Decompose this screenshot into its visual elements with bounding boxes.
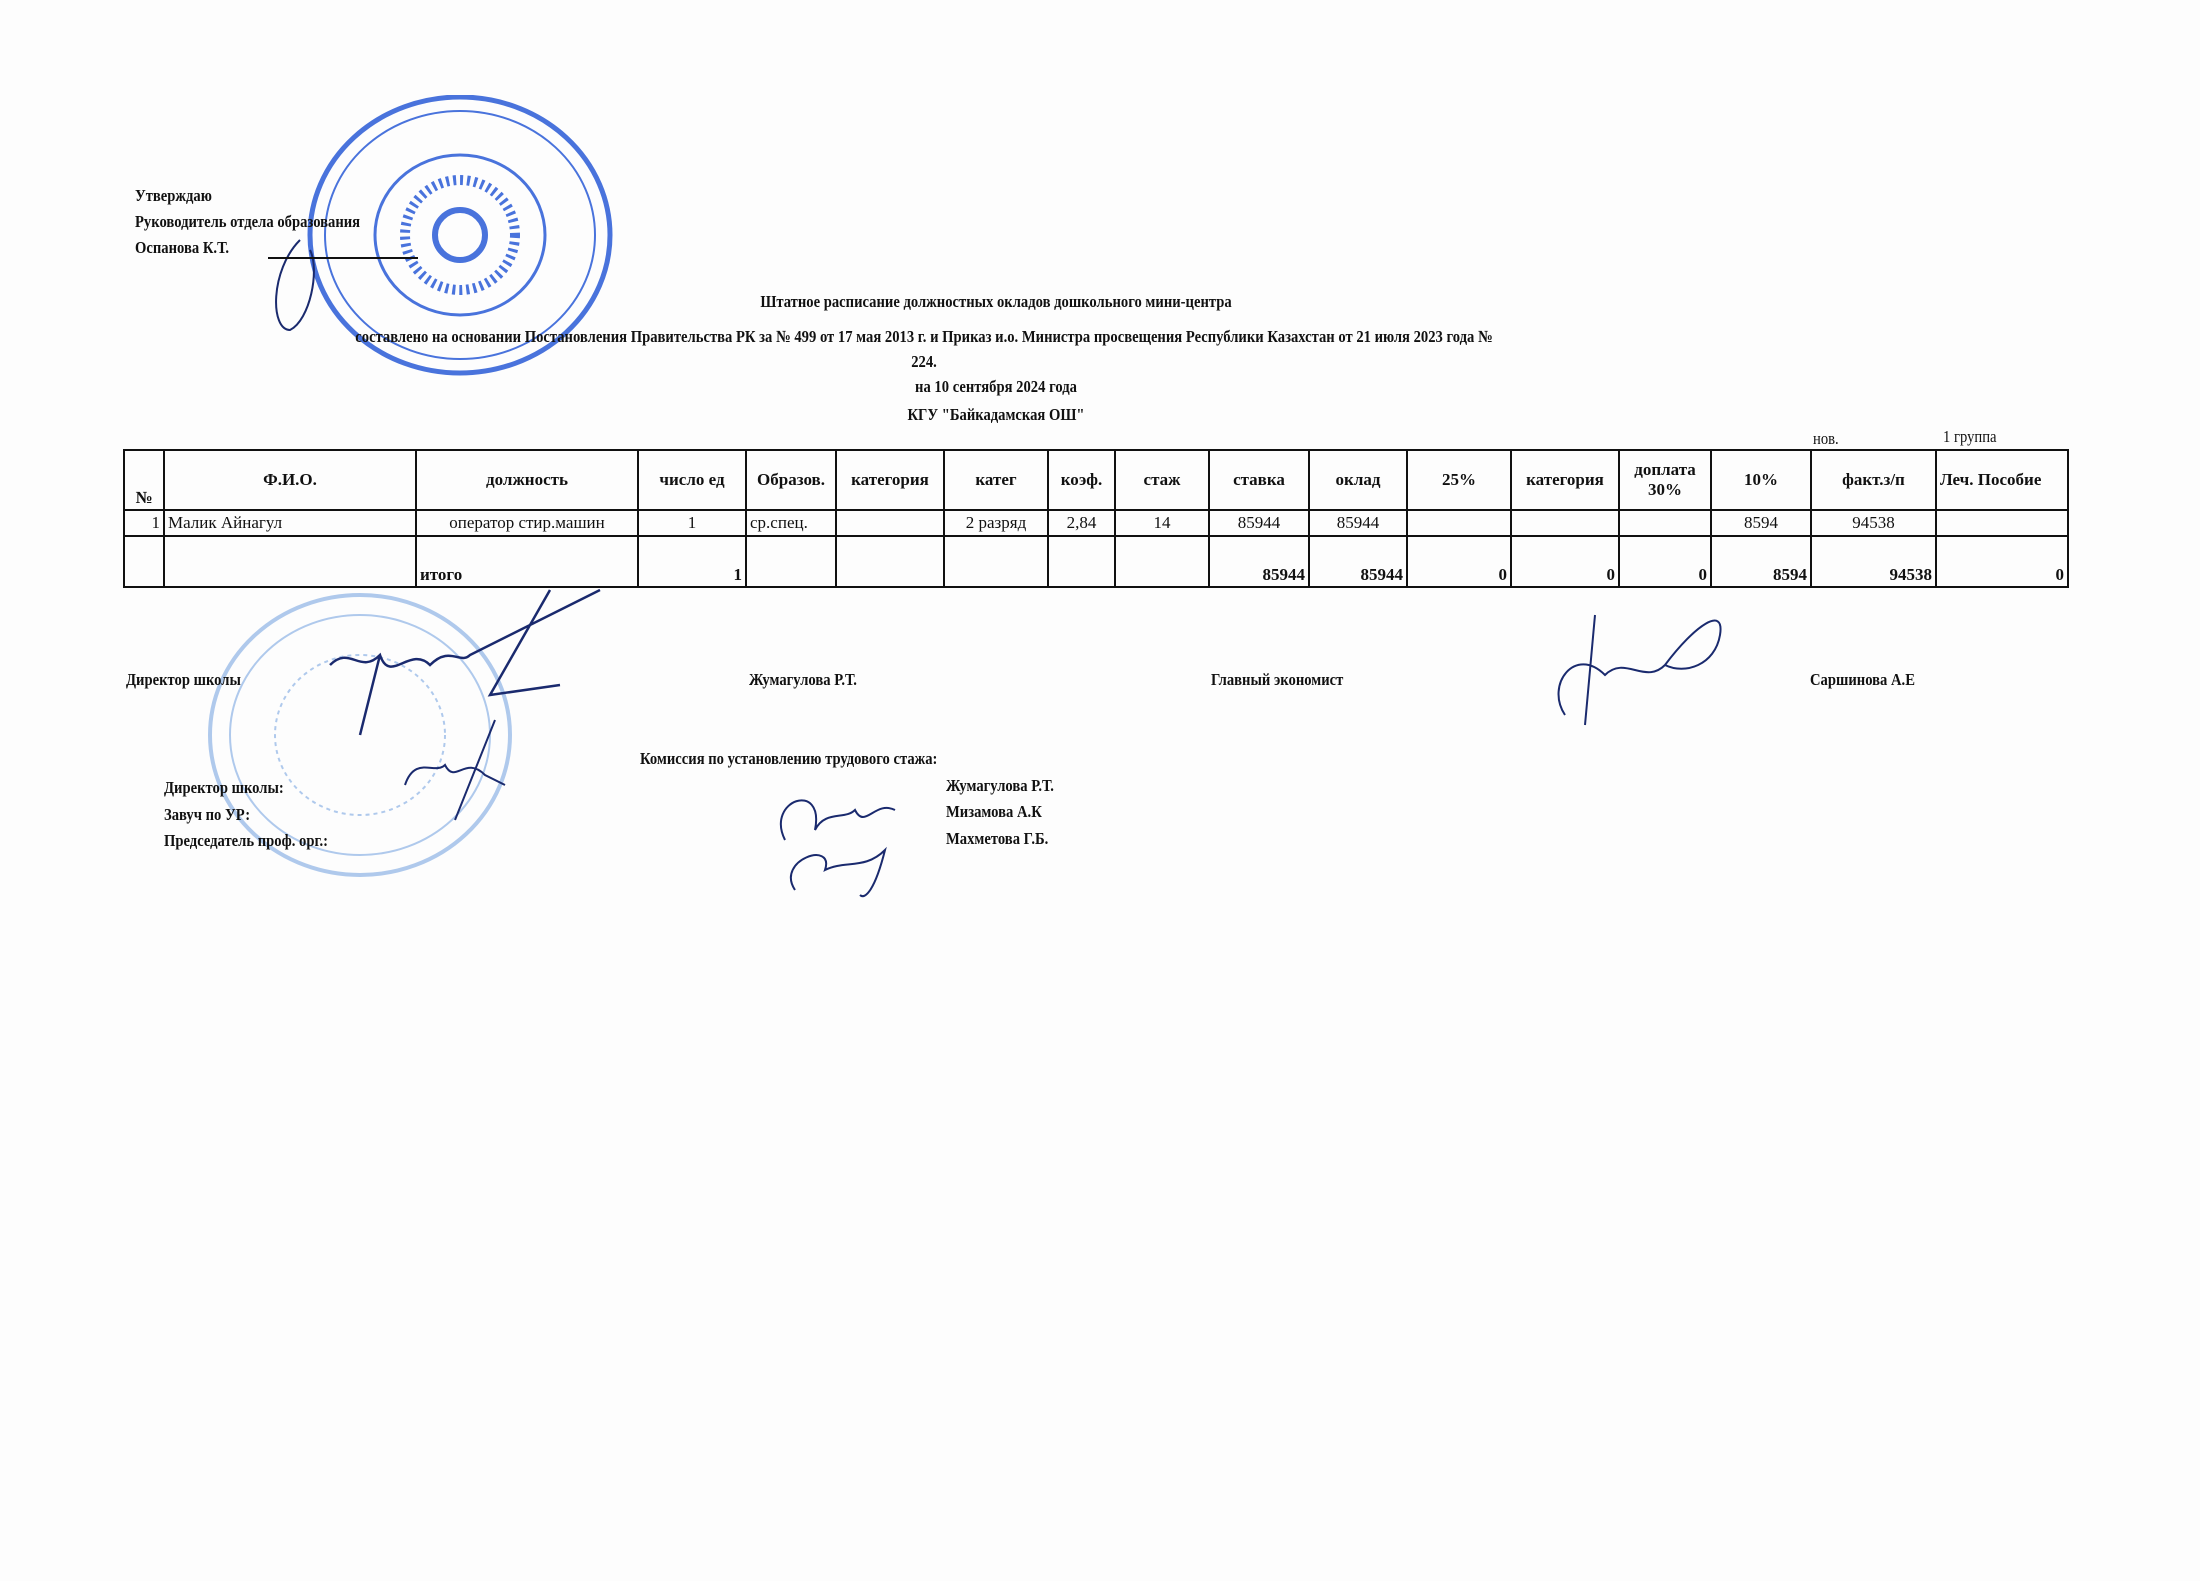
commission-role: Завуч по УР: (164, 805, 251, 824)
table-total-cell: 85944 (1309, 536, 1407, 587)
table-total-cell: 1 (638, 536, 746, 587)
basis-line: составлено на основании Постановления Правительства РК за № 499 от 17 мая 2013 г. и Приказ и.о. Министра просвещения Республики Казахстан от 21 июля 2023 года № (355, 327, 1493, 346)
table-cell: 85944 (1309, 510, 1407, 536)
table-total-cell: 8594 (1711, 536, 1811, 587)
approval-signature (270, 230, 390, 340)
table-total-cell: 0 (1936, 536, 2068, 587)
table-cell: 2,84 (1048, 510, 1115, 536)
document-date: на 10 сентября 2024 года (915, 377, 1077, 396)
economist-name: Саршинова А.Е (1810, 670, 1915, 689)
table-cell: 94538 (1811, 510, 1936, 536)
table-row (124, 510, 2068, 536)
column-header: число ед (638, 450, 746, 510)
table-cell (1407, 510, 1511, 536)
column-header: должность (416, 450, 638, 510)
column-header: катег (944, 450, 1048, 510)
table-cell: ср.спец. (746, 510, 836, 536)
table-cell: оператор стир.машин (416, 510, 638, 536)
column-header: оклад (1309, 450, 1407, 510)
table-total-cell (164, 536, 416, 587)
commission-signature (765, 780, 945, 900)
table-cell (1619, 510, 1711, 536)
director-label: Директор школы (126, 670, 241, 689)
director-signature-small (395, 715, 525, 825)
column-header: ставка (1209, 450, 1309, 510)
table-total-cell: 0 (1511, 536, 1619, 587)
document-title: Штатное расписание должностных окладов дошкольного мини-центра (760, 292, 1232, 311)
table-cell: 2 разряд (944, 510, 1048, 536)
table-header (124, 450, 2068, 510)
table-total-cell (746, 536, 836, 587)
column-header: № (124, 450, 164, 510)
table-cell (836, 510, 944, 536)
table-total-row (124, 536, 2068, 587)
economist-label: Главный экономист (1211, 670, 1344, 689)
column-header: доплата 30% (1619, 450, 1711, 510)
approval-name: Оспанова К.Т. (135, 238, 230, 257)
table-total-cell: 85944 (1209, 536, 1309, 587)
table-cell: 1 (638, 510, 746, 536)
table-cell: 14 (1115, 510, 1209, 536)
commission-title: Комиссия по установлению трудового стажа: (640, 749, 938, 768)
column-header: Образов. (746, 450, 836, 510)
commission-member: Жумагулова Р.Т. (946, 776, 1054, 795)
table-total-cell (1048, 536, 1115, 587)
column-header: Ф.И.О. (164, 450, 416, 510)
table-cell (1936, 510, 2068, 536)
approval-label: Утверждаю (135, 186, 212, 205)
table-cell: 8594 (1711, 510, 1811, 536)
note-left: нов. (1813, 429, 1839, 448)
approval-position: Руководитель отдела образования (135, 212, 361, 231)
table-total-cell: 0 (1407, 536, 1511, 587)
approval-signature-line (268, 257, 418, 259)
column-header: стаж (1115, 450, 1209, 510)
column-header: 10% (1711, 450, 1811, 510)
column-header: Леч. Пособие (1936, 450, 2068, 510)
table-total-cell (124, 536, 164, 587)
column-header: категория (1511, 450, 1619, 510)
commission-member: Мизамова А.К (946, 802, 1042, 821)
table-total-cell (836, 536, 944, 587)
note-group: 1 группа (1943, 427, 1997, 446)
table-cell: 1 (124, 510, 164, 536)
column-header: категория (836, 450, 944, 510)
table-total-cell: итого (416, 536, 638, 587)
commission-role: Председатель проф. орг.: (164, 831, 328, 850)
staff-table (123, 449, 2069, 588)
table-cell (1511, 510, 1619, 536)
table-total-cell: 0 (1619, 536, 1711, 587)
economist-signature (1545, 605, 1745, 735)
basis-line-cont: 224. (911, 352, 937, 371)
commission-member: Махметова Г.Б. (946, 829, 1049, 848)
table-total-cell (1115, 536, 1209, 587)
table-total-cell (944, 536, 1048, 587)
table-total-cell: 94538 (1811, 536, 1936, 587)
director-name: Жумагулова Р.Т. (749, 670, 857, 689)
column-header: 25% (1407, 450, 1511, 510)
organization: КГУ "Байкадамская ОШ" (907, 405, 1085, 424)
commission-role: Директор школы: (164, 778, 284, 797)
table-cell: Малик Айнагул (164, 510, 416, 536)
column-header: факт.з/п (1811, 450, 1936, 510)
table-cell: 85944 (1209, 510, 1309, 536)
column-header: коэф. (1048, 450, 1115, 510)
